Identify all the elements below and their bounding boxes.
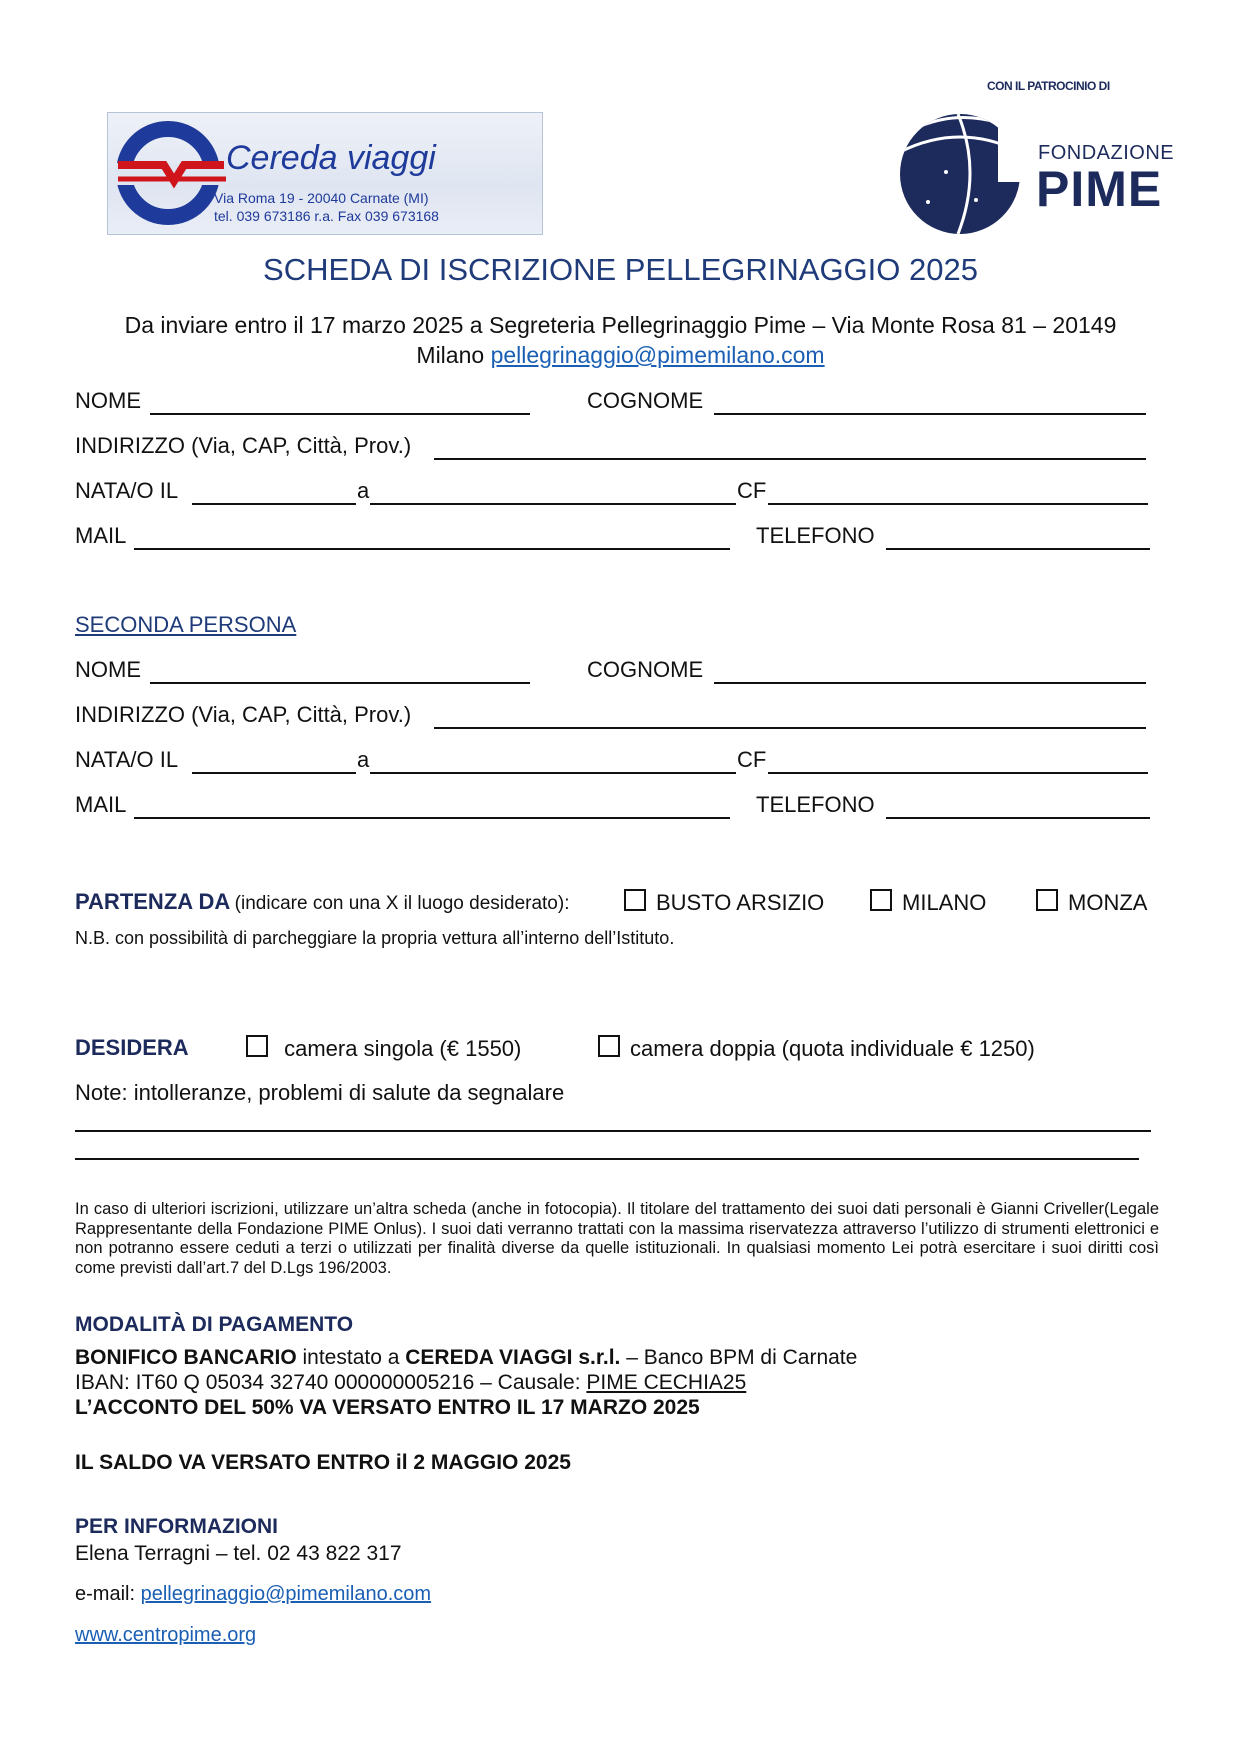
patrocinio-label: CON IL PATROCINIO DI xyxy=(987,79,1110,93)
indirizzo2-field[interactable] xyxy=(434,727,1146,729)
telefono-label: TELEFONO xyxy=(756,523,875,548)
luogo2-label: a xyxy=(357,747,370,772)
option-busto[interactable] xyxy=(624,889,824,916)
cognome-label: COGNOME xyxy=(587,388,704,413)
cf2-label: CF xyxy=(737,747,767,772)
website-link[interactable]: www.centropime.org xyxy=(75,1624,257,1646)
banco-text: – Banco BPM di Carnate xyxy=(620,1346,858,1369)
note-field-line2[interactable] xyxy=(75,1158,1139,1160)
cognome2-label: COGNOME xyxy=(587,657,704,682)
pime-globe-icon xyxy=(898,112,1032,234)
cereda-phone-line: tel. 039 673186 r.a. Fax 039 673168 xyxy=(214,208,439,224)
option-milano[interactable] xyxy=(870,889,986,916)
indirizzo-label: INDIRIZZO (Via, CAP, Città, Prov.) xyxy=(75,433,412,458)
monza-checkbox[interactable] xyxy=(1036,889,1058,911)
telefono2-field[interactable] xyxy=(886,817,1150,819)
telefono-field[interactable] xyxy=(886,548,1150,550)
partenza-label: PARTENZA DA xyxy=(75,889,231,914)
partenza-nb: N.B. con possibilità di parcheggiare la propria vettura all’interno dell’Istituto. xyxy=(75,928,675,948)
luogo-label: a xyxy=(357,478,370,503)
indirizzo2-label: INDIRIZZO (Via, CAP, Città, Prov.) xyxy=(75,702,412,727)
luogo-field[interactable] xyxy=(370,503,736,505)
intro-email-link[interactable]: pellegrinaggio@pimemilano.com xyxy=(490,342,825,368)
telefono2-label: TELEFONO xyxy=(756,792,875,817)
indirizzo-field[interactable] xyxy=(434,458,1146,460)
busto-checkbox[interactable] xyxy=(624,889,646,911)
info-contact: Elena Terragni – tel. 02 43 822 317 xyxy=(75,1542,402,1565)
causale-text: PIME CECHIA25 xyxy=(586,1371,747,1394)
info-email-row xyxy=(75,1583,431,1606)
partenza-hint: (indicare con una X il luogo desiderato): xyxy=(234,893,570,914)
page-title: SCHEDA DI ISCRIZIONE PELLEGRINAGGIO 2025 xyxy=(263,252,978,287)
pime-label: PIME xyxy=(1036,161,1163,217)
acconto-line: L’ACCONTO DEL 50% VA VERSATO ENTRO IL 17 MARZO 2025 xyxy=(75,1396,700,1419)
mail2-label: MAIL xyxy=(75,792,127,817)
intro-line1: Da inviare entro il 17 marzo 2025 a Segreteria Pellegrinaggio Pime – Via Monte Rosa 81 – 20149 xyxy=(124,312,1117,338)
milano-checkbox[interactable] xyxy=(870,889,892,911)
nato-label: NATA/O IL xyxy=(75,478,179,503)
singola-checkbox[interactable] xyxy=(246,1035,268,1057)
cereda-emblem-icon xyxy=(116,121,226,225)
option-singola[interactable] xyxy=(246,1035,521,1062)
nato-field[interactable] xyxy=(192,503,356,505)
monza-label: MONZA xyxy=(1068,890,1148,915)
partenza-row xyxy=(75,889,569,915)
seconda-persona-heading: SECONDA PERSONA xyxy=(75,612,297,637)
saldo-line: IL SALDO VA VERSATO ENTRO il 2 MAGGIO 2025 xyxy=(75,1451,571,1474)
bonifico-line xyxy=(75,1345,857,1370)
milano-label: MILANO xyxy=(902,890,987,915)
nato2-field[interactable] xyxy=(192,772,356,774)
note-field-line1[interactable] xyxy=(75,1130,1151,1132)
cognome-field[interactable] xyxy=(714,413,1146,415)
intro-text xyxy=(0,310,1241,370)
nome2-field[interactable] xyxy=(150,682,530,684)
info-email-link[interactable]: pellegrinaggio@pimemilano.com xyxy=(140,1583,432,1605)
mail-field[interactable] xyxy=(134,548,730,550)
cereda-bold: CEREDA VIAGGI s.r.l. xyxy=(405,1346,621,1369)
luogo2-field[interactable] xyxy=(370,772,736,774)
mail-label: MAIL xyxy=(75,523,127,548)
nome-field[interactable] xyxy=(150,413,530,415)
nome2-label: NOME xyxy=(75,657,141,682)
doppia-checkbox[interactable] xyxy=(598,1035,620,1057)
cognome2-field[interactable] xyxy=(714,682,1146,684)
info-heading: PER INFORMAZIONI xyxy=(75,1515,278,1538)
busto-label: BUSTO ARSIZIO xyxy=(656,890,825,915)
option-monza[interactable] xyxy=(1036,889,1147,916)
note-label: Note: intolleranze, problemi di salute da segnalare xyxy=(75,1080,565,1105)
intestato-text: intestato a xyxy=(296,1346,406,1369)
cf-label: CF xyxy=(737,478,767,503)
cereda-viaggi-logo xyxy=(107,112,543,235)
cereda-name: Cereda viaggi xyxy=(226,139,436,177)
cereda-address-line: Via Roma 19 - 20040 Carnate (MI) xyxy=(214,190,429,206)
doppia-label: camera doppia (quota individuale € 1250) xyxy=(630,1036,1035,1061)
option-doppia[interactable] xyxy=(598,1035,1035,1062)
bonifico-label: BONIFICO BANCARIO xyxy=(75,1346,297,1369)
pime-fondazione-label: FONDAZIONE xyxy=(1038,142,1175,164)
nome-label: NOME xyxy=(75,388,141,413)
cereda-address xyxy=(214,189,439,225)
pagamento-heading: MODALITÀ DI PAGAMENTO xyxy=(75,1313,354,1336)
pagamento-details xyxy=(75,1345,857,1420)
intro-milano: Milano xyxy=(416,342,491,368)
singola-label: camera singola (€ 1550) xyxy=(284,1036,522,1061)
iban-line xyxy=(75,1370,857,1395)
nato2-label: NATA/O IL xyxy=(75,747,179,772)
desidera-label: DESIDERA xyxy=(75,1035,189,1060)
mail2-field[interactable] xyxy=(134,817,730,819)
privacy-notice: In caso di ulteriori iscrizioni, utilizzare un’altra scheda (anche in fotocopia). Il titolare del trattamento dei suoi dati personali è Gianni Criveller(Legale Rappresentante della Fondazione PIME Onlus). I suoi dati verranno trattati con la massima riservatezza attraverso l’utilizzo di strumenti elettronici e non potranno essere ceduti a terzi o utilizzati per finalità diverse da quelle istituzionali. In qualsiasi momento Lei potrà esercitare i suoi diritti così come previsti dall’art.7 del D.Lgs 196/2003. xyxy=(75,1200,1159,1277)
cf-field[interactable] xyxy=(768,503,1148,505)
email-label: e-mail: xyxy=(75,1583,141,1605)
iban-text: IBAN: IT60 Q 05034 32740 000000005216 – Causale: xyxy=(75,1371,587,1394)
intro-line2 xyxy=(0,340,1241,370)
cf2-field[interactable] xyxy=(768,772,1148,774)
